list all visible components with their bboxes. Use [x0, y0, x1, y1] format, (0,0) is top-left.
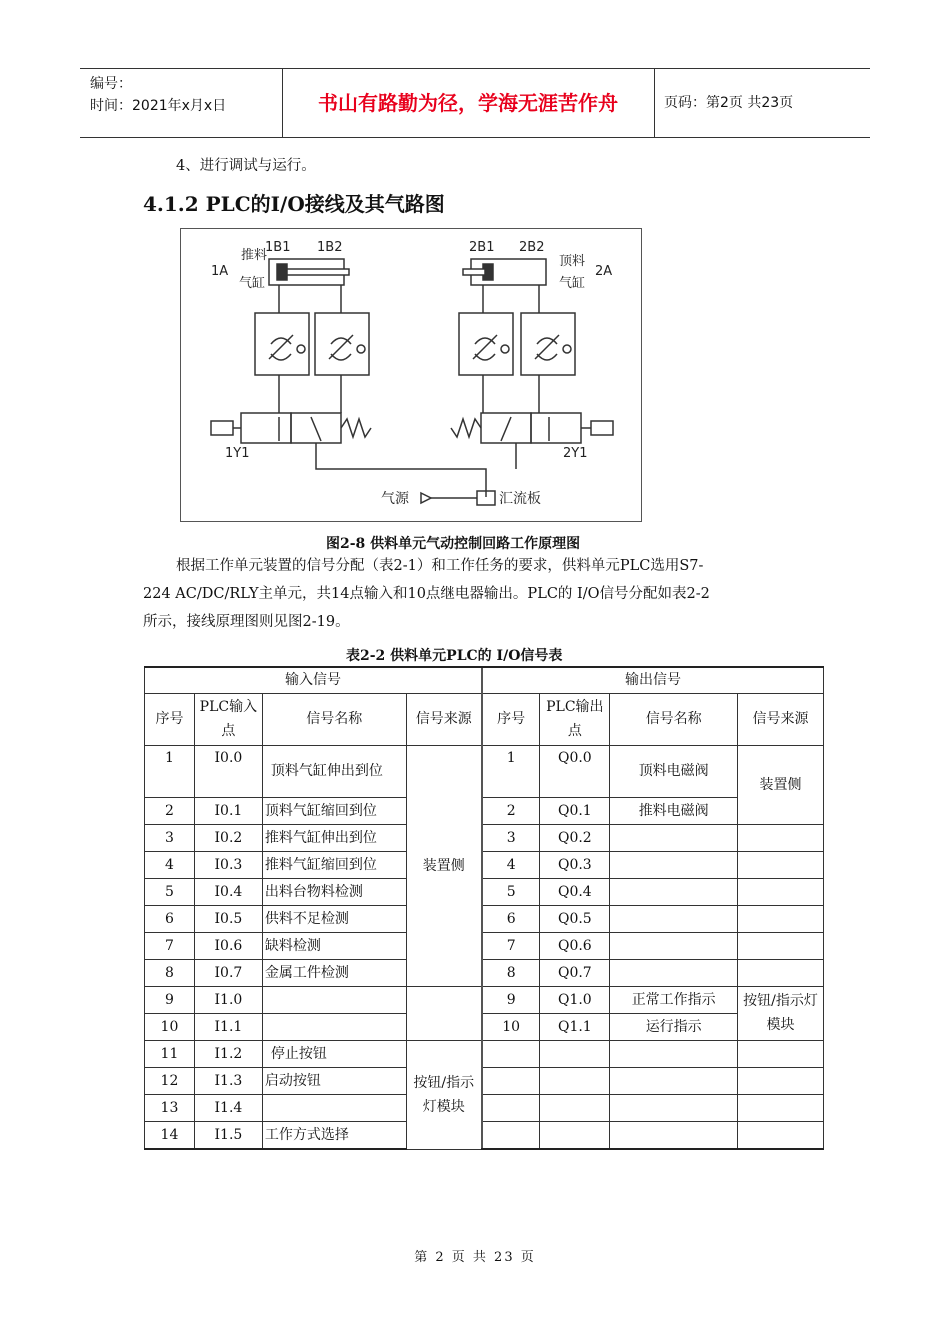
out-point: Q0.3: [540, 851, 610, 878]
header-seq-out: 序号: [482, 693, 540, 745]
in-source-empty: [406, 986, 482, 1040]
in-name: 启动按钮: [262, 1067, 406, 1094]
in-name: [262, 1013, 406, 1040]
out-name: 顶料电磁阀: [610, 745, 738, 797]
in-seq: 11: [145, 1040, 195, 1067]
figure-caption: 图2-8 供料单元气动控制回路工作原理图: [326, 536, 581, 552]
out-seq: 1: [482, 745, 540, 797]
label-2B2: 2B2: [519, 240, 545, 255]
in-point: I0.6: [194, 932, 262, 959]
in-point: I1.2: [194, 1040, 262, 1067]
paragraph-line-2: 224 AC/DC/RLY主单元，共14点输入和10点继电器输出。PLC的 I/O信号分配如表2-2: [143, 586, 710, 602]
table-row: [145, 959, 824, 986]
out-source-empty: [738, 851, 824, 878]
table-row: [145, 851, 824, 878]
page-footer: 第 2 页 共 23 页: [414, 1250, 536, 1265]
out-name: 运行指示: [610, 1013, 738, 1040]
label-2Y1: 2Y1: [563, 446, 588, 461]
table-title: 表2-2 供料单元PLC的 I/O信号表: [346, 648, 563, 664]
label-top-name2: 气缸: [559, 276, 586, 291]
in-point: I0.7: [194, 959, 262, 986]
in-seq: 13: [145, 1094, 195, 1121]
out-empty: [482, 1094, 540, 1121]
out-empty: [482, 1040, 540, 1067]
output-group-header: 输出信号: [482, 667, 824, 693]
page-header: [80, 68, 870, 138]
header-meta: [80, 69, 283, 137]
in-name: 顶料气缸伸出到位: [262, 745, 406, 797]
header-motto: 书山有路勤为径，学海无涯苦作舟: [282, 69, 655, 137]
label-manifold: 汇流板: [499, 491, 541, 507]
header-src-out: 信号来源: [738, 693, 824, 745]
out-seq: 10: [482, 1013, 540, 1040]
out-point: Q1.1: [540, 1013, 610, 1040]
section-title: 4.1.2 PLC的I/O接线及其气路图: [143, 192, 445, 216]
table-row: [145, 1067, 824, 1094]
out-point: Q0.6: [540, 932, 610, 959]
header-name-in: 信号名称: [262, 693, 406, 745]
out-seq: 2: [482, 797, 540, 824]
in-seq: 12: [145, 1067, 195, 1094]
table-row: [145, 824, 824, 851]
in-point: I1.1: [194, 1013, 262, 1040]
paragraph-line-1: 根据工作单元装置的信号分配（表2-1）和工作任务的要求，供料单元PLC选用S7-: [176, 558, 704, 574]
label-1Y1: 1Y1: [225, 446, 250, 461]
in-name: 出料台物料检测: [262, 878, 406, 905]
out-source-empty: [738, 959, 824, 986]
out-point: Q0.7: [540, 959, 610, 986]
label-top-name1: 顶料: [559, 254, 586, 269]
in-seq: 10: [145, 1013, 195, 1040]
pneumatic-diagram: [180, 228, 642, 522]
label-1B1: 1B1: [265, 240, 291, 255]
out-point: Q1.0: [540, 986, 610, 1013]
header-plc-out: PLC输出点: [540, 693, 610, 745]
in-point: I1.3: [194, 1067, 262, 1094]
in-seq: 2: [145, 797, 195, 824]
in-name: 顶料气缸缩回到位: [262, 797, 406, 824]
out-source-empty: [738, 932, 824, 959]
out-name: [610, 905, 738, 932]
pneumatic-diagram-svg: [181, 229, 641, 521]
out-name: [610, 824, 738, 851]
in-name: [262, 986, 406, 1013]
in-point: I0.1: [194, 797, 262, 824]
out-name: [610, 932, 738, 959]
step-4-text: 4、进行调试与运行。: [176, 158, 316, 174]
out-point: Q0.0: [540, 745, 610, 797]
label-2A: 2A: [595, 264, 613, 279]
io-signal-table: [144, 666, 824, 1150]
in-seq: 3: [145, 824, 195, 851]
out-point: Q0.1: [540, 797, 610, 824]
in-name: 推料气缸伸出到位: [262, 824, 406, 851]
in-name: 金属工件检测: [262, 959, 406, 986]
in-name: 推料气缸缩回到位: [262, 851, 406, 878]
out-seq: 7: [482, 932, 540, 959]
table-row: [145, 932, 824, 959]
out-seq: 4: [482, 851, 540, 878]
in-point: I0.5: [194, 905, 262, 932]
table-row: [145, 745, 824, 797]
out-name: 推料电磁阀: [610, 797, 738, 824]
in-name: 工作方式选择: [262, 1121, 406, 1149]
header-src-in: 信号来源: [406, 693, 482, 745]
out-empty: [482, 1067, 540, 1094]
in-source-device: 装置侧: [406, 745, 482, 986]
in-seq: 5: [145, 878, 195, 905]
in-point: I0.4: [194, 878, 262, 905]
in-seq: 14: [145, 1121, 195, 1149]
header-page-info: 页码：第2页 共23页: [664, 95, 794, 111]
header-plc-in: PLC输入点: [194, 693, 262, 745]
in-seq: 9: [145, 986, 195, 1013]
out-point: Q0.2: [540, 824, 610, 851]
out-point: Q0.5: [540, 905, 610, 932]
label-push-name1: 推料: [241, 248, 268, 263]
label-2B1: 2B1: [469, 240, 495, 255]
out-empty: [482, 1121, 540, 1149]
table-row: [145, 797, 824, 824]
table-row: [145, 878, 824, 905]
in-source-button-module: 按钮/指示灯模块: [406, 1040, 482, 1149]
out-point: Q0.4: [540, 878, 610, 905]
out-seq: 9: [482, 986, 540, 1013]
label-1A: 1A: [211, 264, 229, 279]
header-name-out: 信号名称: [610, 693, 738, 745]
out-seq: 3: [482, 824, 540, 851]
in-point: I0.0: [194, 745, 262, 797]
in-point: I1.5: [194, 1121, 262, 1149]
out-source-button-module: 按钮/指示灯模块: [738, 986, 824, 1040]
out-source-empty: [738, 878, 824, 905]
paragraph-line-3: 所示，接线原理图则见图2-19。: [143, 614, 350, 630]
table-row: [145, 986, 824, 1013]
label-push-name2: 气缸: [239, 276, 266, 291]
in-seq: 6: [145, 905, 195, 932]
out-name: 正常工作指示: [610, 986, 738, 1013]
doc-number: 编号：: [90, 76, 132, 92]
header-seq-in: 序号: [145, 693, 195, 745]
out-seq: 8: [482, 959, 540, 986]
in-seq: 4: [145, 851, 195, 878]
in-name: 停止按钮: [262, 1040, 406, 1067]
label-air-source: 气源: [381, 491, 409, 507]
in-seq: 7: [145, 932, 195, 959]
in-seq: 1: [145, 745, 195, 797]
out-name: [610, 851, 738, 878]
table-row: [145, 1013, 824, 1040]
table-row: [145, 1094, 824, 1121]
out-name: [610, 878, 738, 905]
out-seq: 5: [482, 878, 540, 905]
label-1B2: 1B2: [317, 240, 343, 255]
out-source-empty: [738, 905, 824, 932]
table-row: [145, 1121, 824, 1149]
in-seq: 8: [145, 959, 195, 986]
doc-time: 时间：2021年x月x日: [90, 98, 227, 114]
in-point: I0.2: [194, 824, 262, 851]
out-name: [610, 959, 738, 986]
in-point: I0.3: [194, 851, 262, 878]
table-row: [145, 905, 824, 932]
in-name: 供料不足检测: [262, 905, 406, 932]
out-seq: 6: [482, 905, 540, 932]
table-row: [145, 1040, 824, 1067]
in-name: 缺料检测: [262, 932, 406, 959]
in-point: I1.0: [194, 986, 262, 1013]
input-group-header: 输入信号: [145, 667, 482, 693]
out-source-device: 装置侧: [738, 745, 824, 824]
in-name: [262, 1094, 406, 1121]
in-point: I1.4: [194, 1094, 262, 1121]
out-source-empty: [738, 824, 824, 851]
